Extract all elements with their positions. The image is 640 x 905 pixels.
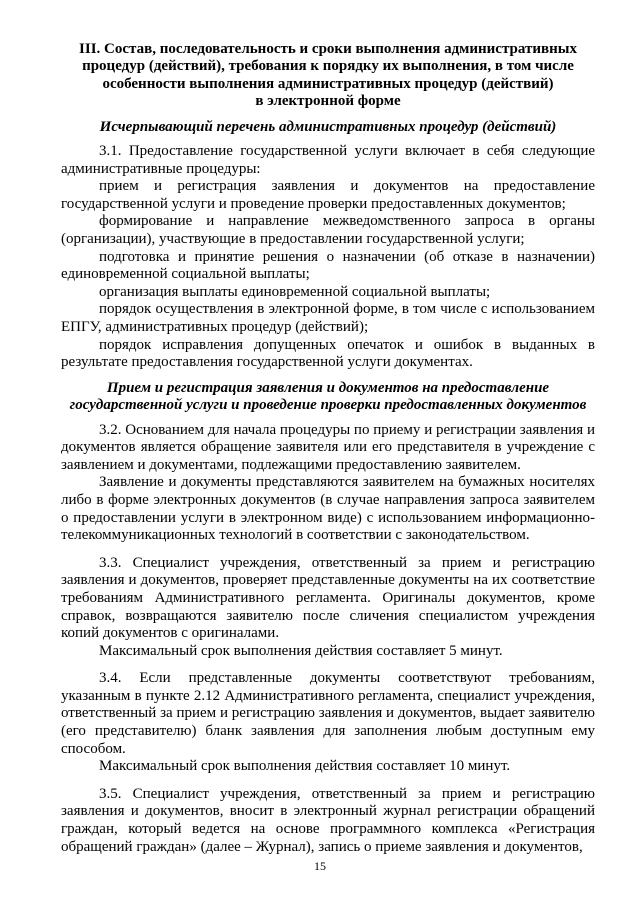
list-item: формирование и направление межведомственного запроса в органы (организации), участвующие в предоставлении государственной услуги; bbox=[61, 213, 595, 247]
paragraph: 3.3. Специалист учреждения, ответственный за прием и регистрацию заявления и документов, проверяет представленные документы на их соответствие требованиям Административного регламента. Оригиналы документов, кроме справок, возвращаются заявителю после сличения специалистом учреждения копий документов с оригиналами. bbox=[61, 554, 595, 642]
subsection-title: Исчерпывающий перечень административных процедур (действий) bbox=[99, 118, 557, 135]
list-item: организация выплаты единовременной социальной выплаты; bbox=[99, 283, 491, 300]
list-item: порядок исправления допущенных опечаток и ошибок в выданных в результате предоставления государственной услуги документах. bbox=[61, 336, 595, 371]
list-item: подготовка и принятие решения о назначении (об отказе в назначении) единовременной социальной выплаты; bbox=[61, 248, 595, 283]
section-heading-line: процедур (действий), требования к порядку их выполнения, в том числе bbox=[82, 58, 574, 75]
section-heading-line: III. Состав, последовательность и сроки выполнения административных bbox=[79, 41, 577, 57]
list-item: прием и регистрация заявления и документов на предоставление государственной услуги и проведение проверки предоставленных документов; bbox=[61, 178, 595, 212]
paragraph: 3.5. Специалист учреждения, ответственный за прием и регистрацию заявления и документов, вносит в электронный журнал регистрации обращений граждан, который ведется на основе программного комплекса «Регистрация обращений граждан» (далее – Журнал), запись о приеме заявления и документов, bbox=[61, 785, 595, 855]
subsection-title-line: Прием и регистрация заявления и документов на предоставление bbox=[106, 379, 550, 396]
list-item: порядок осуществления в электронной форме, в том числе с использованием ЕПГУ, административных процедур (действий); bbox=[61, 301, 595, 335]
paragraph: Заявление и документы представляются заявителем на бумажных носителях либо в форме электронных документов (в случае направления запроса заявителем о предоставлении услуги в электронном виде) с использованием информационно-телекоммуникационных технологий в соответствии с законодательством. bbox=[61, 474, 595, 544]
section-heading-line: особенности выполнения административных процедур (действий) bbox=[102, 75, 554, 92]
page-number: 15 bbox=[314, 859, 326, 873]
section-heading-line: в электронной форме bbox=[255, 93, 401, 110]
paragraph: Максимальный срок выполнения действия составляет 5 минут. bbox=[99, 642, 503, 659]
section-heading bbox=[61, 41, 595, 111]
subsection-title bbox=[61, 380, 595, 415]
paragraph: 3.2. Основанием для начала процедуры по приему и регистрации заявления и документов является обращение заявителя или его представителя в учреждение с заявлением и документами, подлежащими предоставлению заявителем. bbox=[61, 421, 595, 473]
page-content bbox=[61, 41, 595, 856]
paragraph: Максимальный срок выполнения действия составляет 10 минут. bbox=[99, 758, 511, 775]
subsection-title-line: государственной услуги и проведение проверки предоставленных документов bbox=[69, 397, 587, 414]
paragraph: 3.1. Предоставление государственной услуги включает в себя следующие административные процедуры: bbox=[61, 143, 595, 177]
paragraph: 3.4. Если представленные документы соответствуют требованиям, указанным в пункте 2.12 Административного регламента, специалист учреждения, ответственный за прием и регистрацию заявления и документов, выдает заявителю (его представителю) бланк заявления для заполнения любым доступным ему способом. bbox=[61, 670, 595, 757]
